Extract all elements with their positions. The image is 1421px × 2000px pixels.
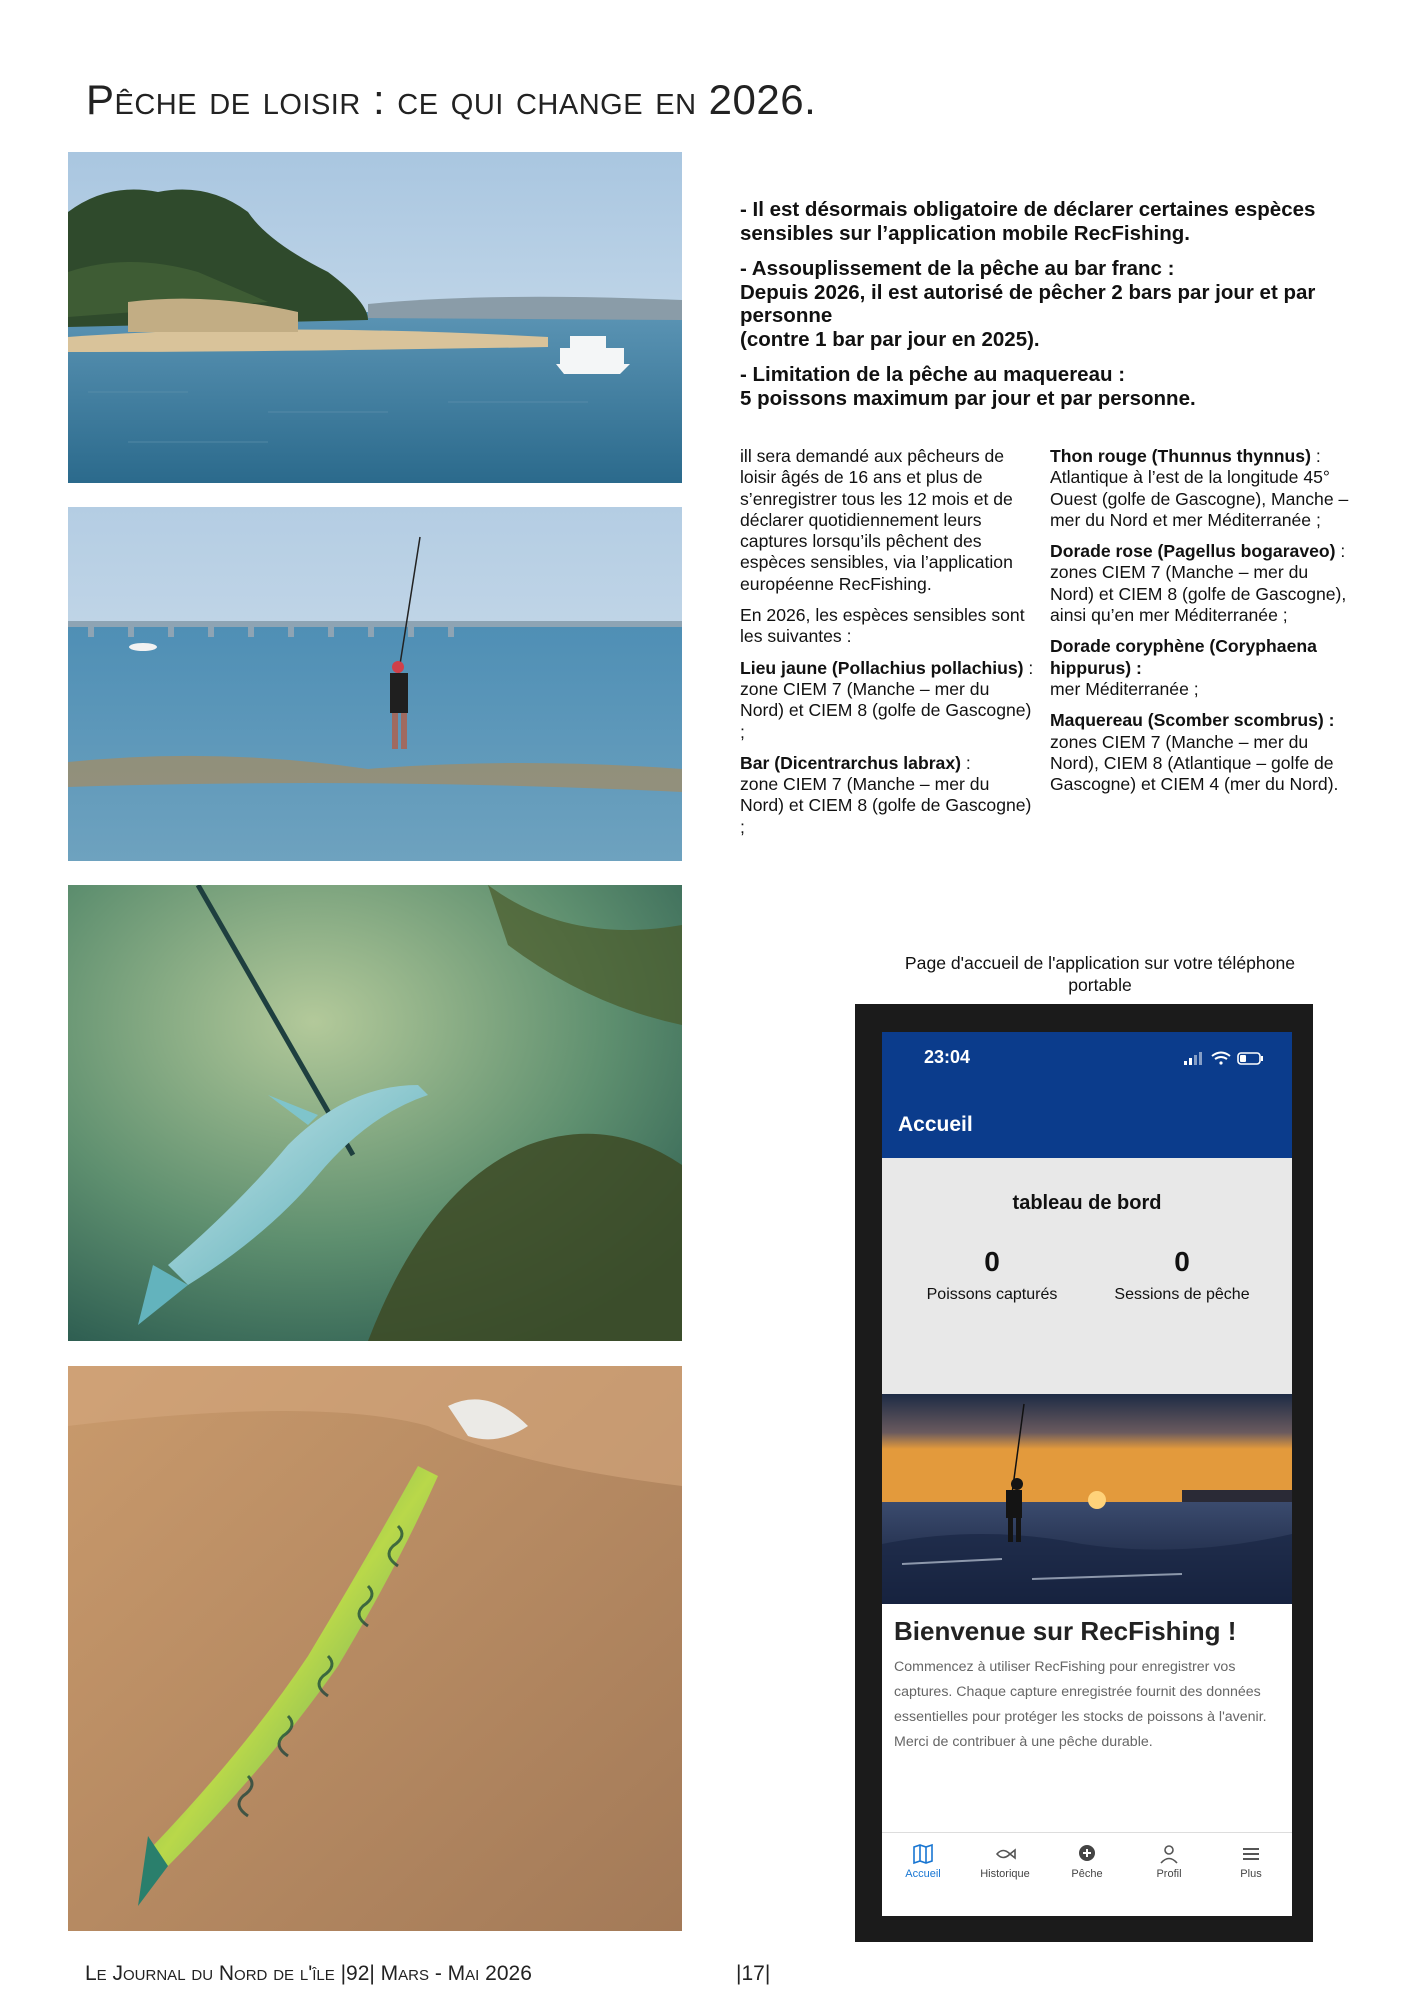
dashboard-title: tableau de bord <box>1012 1192 1162 1214</box>
column-left <box>740 446 1038 848</box>
stat-label: Sessions de pêche <box>1114 1286 1250 1303</box>
stat-value: 0 <box>984 1246 1000 1277</box>
welcome-title: Bienvenue sur RecFishing ! <box>894 1616 1237 1646</box>
map-icon <box>912 1843 934 1865</box>
bar-compare: (contre 1 bar par jour en 2025). <box>740 327 1040 351</box>
maquereau-detail: 5 poissons maximum par jour et par personne. <box>740 386 1196 410</box>
species-thon-rouge: Thon rouge (Thunnus thynnus) : Atlantique à l’est de la longitude 45° Ouest (golfe de Gascogne), Manche – mer du Nord et mer Méditerranée ; <box>1050 446 1349 530</box>
nav-label: Profil <box>1156 1868 1182 1880</box>
species-name: Maquereau (Scomber scombrus) : <box>1050 710 1335 731</box>
status-bar <box>882 1032 1292 1092</box>
nav-label: Plus <box>1240 1868 1262 1880</box>
maquereau-heading: - Limitation de la pêche au maquereau : <box>740 363 1126 386</box>
page-title: Pêche de loisir : ce qui change en 2026. <box>86 76 817 123</box>
add-circle-icon <box>1076 1843 1098 1865</box>
app-header-title: Accueil <box>898 1113 973 1136</box>
welcome-text: Commencez à utiliser RecFishing pour enregistrer vos captures. Chaque capture enregistrée fournit des données essentielles pour protéger les stocks de poissons à l'avenir. Merci de contribuer à une pêche durable. <box>894 1659 1267 1750</box>
species-dorade-coryphene <box>1050 636 1350 700</box>
footer-journal: Le Journal du Nord de l'île |92| Mars - Mai 2026 <box>85 1962 532 1985</box>
nav-accueil[interactable] <box>882 1843 964 1880</box>
species-zone: mer Méditerranée ; <box>1050 678 1199 699</box>
nav-plus[interactable] <box>1210 1843 1292 1880</box>
photo-angler-bridge <box>68 507 682 861</box>
nav-historique[interactable] <box>964 1843 1046 1880</box>
page-number: |17| <box>736 1962 771 1985</box>
bottom-nav <box>882 1832 1292 1903</box>
nav-label: Pêche <box>1071 1868 1103 1880</box>
species-zone: zones CIEM 7 (Manche – mer du Nord) et CIEM 8 (golfe de Gascogne), ainsi qu’en mer Méditerranée ; <box>1050 562 1347 626</box>
lead-bullets <box>740 198 1350 422</box>
user-icon <box>1158 1843 1180 1865</box>
stat-value: 0 <box>1174 1246 1190 1277</box>
battery-icon <box>1238 1053 1263 1064</box>
wifi-icon <box>1212 1053 1230 1065</box>
species-zone: zone CIEM 7 (Manche – mer du Nord) et CIEM 8 (golfe de Gascogne) ; <box>740 678 1032 742</box>
stat-sessions <box>1082 1246 1282 1304</box>
photo-mackerel <box>68 1366 682 1931</box>
species-name: Bar (Dicentrarchus labrax) <box>740 752 961 773</box>
nav-label: Accueil <box>905 1868 941 1880</box>
bar-detail: Depuis 2026, il est autorisé de pêcher 2 bars par jour et par personne <box>740 280 1316 327</box>
menu-icon <box>1240 1843 1262 1865</box>
stat-fish-caught <box>892 1246 1092 1304</box>
species-name: Lieu jaune (Pollachius pollachius) <box>740 657 1024 678</box>
status-icons <box>1184 1049 1264 1072</box>
nav-peche[interactable] <box>1046 1843 1128 1880</box>
species-maquereau <box>1050 710 1350 795</box>
lead-bullet-bar <box>740 257 1350 351</box>
species-lieu-jaune: Lieu jaune (Pollachius pollachius) : zone CIEM 7 (Manche – mer du Nord) et CIEM 8 (golfe de Gascogne) ; <box>740 657 1034 742</box>
photo-underwater-bass <box>68 885 682 1341</box>
lead-bullet-recfishing: - Il est désormais obligatoire de déclarer certaines espèces sensibles sur l’application mobile RecFishing. <box>740 198 1316 245</box>
species-zone: zone CIEM 7 (Manche – mer du Nord) et CIEM 8 (golfe de Gascogne) ; <box>740 774 1032 837</box>
welcome-card <box>894 1616 1284 1755</box>
nav-label: Historique <box>980 1868 1030 1880</box>
species-zone: zones CIEM 7 (Manche – mer du Nord), CIEM 8 (Atlantique – golfe de Gascogne) et CIEM 4 (mer du Nord). <box>1050 731 1339 795</box>
dashboard-panel <box>882 1158 1292 1394</box>
photo-beach-boat <box>68 152 682 483</box>
species-bar: Bar (Dicentrarchus labrax) : zone CIEM 7 (Manche – mer du Nord) et CIEM 8 (golfe de Gascogne) ; <box>740 752 1032 837</box>
species-name: Thon rouge (Thunnus thynnus) <box>1050 446 1311 466</box>
species-intro: En 2026, les espèces sensibles sont les suivantes : <box>740 605 1025 647</box>
fish-icon <box>994 1843 1016 1865</box>
column-right <box>1050 446 1350 805</box>
phone-caption: Page d'accueil de l'application sur votre téléphone portable <box>904 953 1296 995</box>
bar-heading: - Assouplissement de la pêche au bar franc : <box>740 257 1175 280</box>
species-zone: Atlantique à l’est de la longitude 45° Ouest (golfe de Gascogne), Manche – mer du Nord et mer Méditerranée ; <box>1050 467 1349 530</box>
species-dorade-rose: Dorade rose (Pagellus bogaraveo) : zones CIEM 7 (Manche – mer du Nord) et CIEM 8 (golfe de Gascogne), ainsi qu’en mer Méditerranée ; <box>1050 541 1347 626</box>
status-time: 23:04 <box>924 1047 971 1067</box>
signal-icon <box>1184 1052 1202 1065</box>
stat-label: Poissons capturés <box>926 1286 1058 1303</box>
species-name: Dorade coryphène (Coryphaena hippurus) : <box>1050 636 1317 678</box>
hero-sunset-image <box>882 1394 1292 1604</box>
lead-bullet-maquereau <box>740 363 1350 410</box>
intro-paragraph: ill sera demandé aux pêcheurs de loisir âgés de 16 ans et plus de s’enregistrer tous les 12 mois et de déclarer quotidiennement leurs captures lorsqu’ils pêchent des espèces sensibles, via l’application européenne RecFishing. <box>740 446 1013 594</box>
phone-screen <box>882 1032 1292 1916</box>
nav-profil[interactable] <box>1128 1843 1210 1880</box>
app-header <box>882 1092 1292 1158</box>
species-name: Dorade rose (Pagellus bogaraveo) <box>1050 541 1336 562</box>
